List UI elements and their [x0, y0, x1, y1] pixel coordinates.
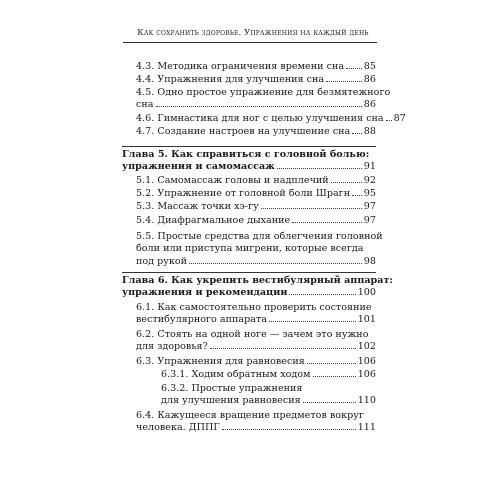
- leader-dots: [326, 81, 362, 82]
- toc-entry-5-1[interactable]: [136, 175, 376, 187]
- toc-entry-6-1[interactable]: [136, 302, 376, 327]
- toc-chapter-6[interactable]: [122, 275, 393, 300]
- leader-dots: [313, 376, 356, 377]
- leader-dots: [303, 402, 356, 403]
- page-number: 92: [363, 175, 376, 186]
- page-number: 86: [363, 74, 376, 85]
- toc-entry-6-3[interactable]: [136, 356, 376, 368]
- toc-entry-title: 6.4. Кажущееся вращение предметов вокруг: [136, 410, 364, 421]
- page-number: 110: [357, 395, 376, 407]
- toc-entry-5-5[interactable]: [136, 231, 383, 268]
- toc-entry-4-4[interactable]: [136, 74, 376, 86]
- toc-entry-title: 4.4. Упражнения для улучшения сна: [136, 74, 325, 85]
- toc-entry-title: 6.3.1. Ходим обратным ходом: [161, 369, 311, 380]
- toc-entry-5-4[interactable]: [136, 215, 376, 227]
- toc-entry-title: 4.3. Методика ограничения времени сна: [136, 61, 345, 72]
- leader-dots: [292, 222, 362, 223]
- page-number: 106: [357, 369, 376, 380]
- leader-dots: [156, 106, 362, 107]
- toc-entry-title: 5.3. Массаж точки хэ-гу: [136, 201, 259, 212]
- leader-dots: [269, 321, 356, 322]
- toc-entry-title: 5.5. Простые средства для облегчения головной: [136, 231, 383, 242]
- toc-chapter-5[interactable]: [122, 149, 376, 174]
- toc-entry-4-5[interactable]: [136, 87, 391, 112]
- toc-entry-title: 4.7. Создание настроев на улучшение сна: [136, 126, 351, 137]
- page-number: 91: [363, 161, 376, 173]
- toc-entry-4-3[interactable]: [136, 61, 376, 73]
- page-number: 97: [363, 215, 376, 226]
- toc-entry-title-cont: под рукой: [136, 255, 188, 267]
- page-number: 102: [357, 341, 376, 353]
- leader-dots: [346, 68, 362, 69]
- toc-entry-title: 6.1. Как самостоятельно проверить состояние: [136, 302, 372, 313]
- toc-entry-title: 5.1. Самомассаж головы и надплечий: [136, 175, 329, 186]
- page-number: 97: [363, 201, 376, 212]
- toc-entry-4-7[interactable]: [136, 126, 376, 138]
- page-number: 88: [363, 126, 376, 137]
- chapter-rule: [122, 272, 376, 273]
- page-number: 87: [393, 113, 406, 124]
- toc-entry-6-4[interactable]: [136, 410, 376, 435]
- chapter-title: Глава 6. Как укрепить вестибулярный аппарат:: [122, 275, 393, 286]
- leader-dots: [386, 120, 392, 121]
- chapter-title-cont: упражнения и рекомендации: [122, 287, 288, 299]
- page-number: 111: [357, 422, 376, 434]
- toc-entry-5-3[interactable]: [136, 201, 376, 213]
- leader-dots: [261, 208, 362, 209]
- toc-entry-6-2[interactable]: [136, 329, 376, 354]
- toc-entry-title: 4.6. Гимнастика для ног с целью улучшения сна: [136, 113, 384, 124]
- toc-entry-title: 5.2. Упражнение от головной боли Шрагн: [136, 188, 351, 199]
- toc-entry-title-cont: для здоровья?: [136, 341, 208, 353]
- toc-entry-title: 4.5. Одно простое упражнение для безмятежного: [136, 87, 391, 98]
- toc-entry-4-6[interactable]: [136, 113, 406, 125]
- toc-entry-title: 5.4. Диафрагмальное дыхание: [136, 215, 291, 226]
- leader-dots: [307, 363, 356, 364]
- leader-dots: [289, 294, 355, 295]
- page-number: 101: [357, 314, 376, 326]
- chapter-title: Глава 5. Как справиться с головной болью:: [122, 149, 370, 160]
- leader-dots: [222, 429, 356, 430]
- toc-entry-6-3-1[interactable]: [161, 369, 376, 381]
- toc-entry-title-cont: для улучшения равновесия: [161, 395, 301, 407]
- chapter-rule: [122, 146, 376, 147]
- toc-entry-title-cont: боли или приступа мигрени, которые всегда: [136, 243, 364, 255]
- toc-entry-title-cont: вестибулярного аппарата: [136, 314, 268, 326]
- leader-dots: [210, 348, 356, 349]
- toc-entry-title: 6.3.2. Простые упражнения: [161, 383, 303, 394]
- toc-entry-title-cont: сна: [136, 99, 154, 111]
- page-number: 85: [363, 61, 376, 72]
- page-number: 98: [363, 255, 376, 267]
- running-header: Как сохранить здоровье. Упражнения на каждый день: [137, 27, 369, 37]
- page-number: 100: [357, 287, 376, 299]
- page-number: 95: [363, 188, 376, 199]
- chapter-title-cont: упражнения и самомассаж: [122, 161, 275, 173]
- leader-dots: [189, 263, 362, 264]
- leader-dots: [331, 182, 362, 183]
- leader-dots: [352, 133, 362, 134]
- toc-entry-title: 6.2. Стоять на одной ноге — зачем это нужно: [136, 329, 369, 340]
- toc-entry-title: 6.3. Упражнения для равновесия: [136, 356, 305, 367]
- leader-dots: [352, 195, 362, 196]
- page-number: 106: [357, 356, 376, 367]
- leader-dots: [277, 168, 362, 169]
- toc-entry-6-3-2[interactable]: [161, 383, 376, 408]
- toc-entry-title-cont: человека. ДППГ: [136, 422, 220, 434]
- toc-entry-5-2[interactable]: [136, 188, 376, 200]
- page-number: 86: [363, 99, 376, 111]
